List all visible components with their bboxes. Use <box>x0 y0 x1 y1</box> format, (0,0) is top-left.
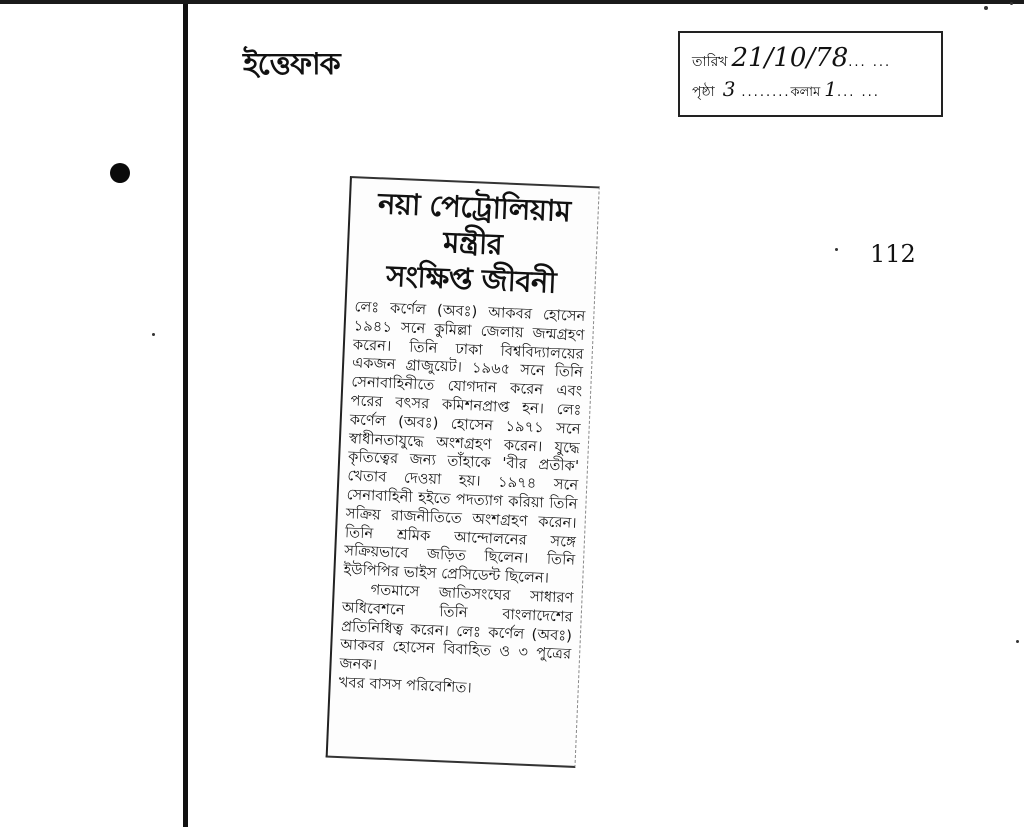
page-column-row <box>692 77 931 111</box>
column-dots: ... ... <box>837 85 880 100</box>
archive-stamp <box>678 31 943 117</box>
date-dots: ... ... <box>848 55 892 70</box>
scan-speck <box>1016 640 1019 643</box>
news-credit: খবর বাসস পরিবেশিত। <box>338 673 473 697</box>
column-label: কলাম <box>790 85 821 100</box>
scan-speck <box>984 6 988 10</box>
scan-top-border <box>0 0 1024 4</box>
newspaper-name: ইত্তেফাক <box>243 47 340 82</box>
scan-speck <box>1010 2 1013 5</box>
headline-line-2: সংক্ষিপ্ত জীবনী <box>385 258 557 300</box>
binding-rule <box>183 4 188 827</box>
scan-speck <box>152 333 155 336</box>
date-value: 21/10/78 <box>731 43 849 73</box>
headline-line-1: নয়া পেট্রোলিয়াম মন্ত্রীর <box>377 186 572 262</box>
page-value: 3 <box>722 77 736 101</box>
column-value: 1 <box>824 77 837 101</box>
body-paragraph-2: গতমাসে জাতিসংঘের সাধারণ অধিবেশনে তিনি বাংলাদেশের প্রতিনিধিত্ব করেন। লেঃ কর্ণেল (অবঃ) আকবর হোসেন বিবাহিত ও ৩ পুত্রের জনক। <box>339 581 574 674</box>
clipping-headline <box>355 184 590 302</box>
date-row <box>692 43 931 77</box>
folio-number: 112 <box>870 240 916 268</box>
scan-speck <box>835 248 838 251</box>
date-label: তারিখ <box>692 54 728 70</box>
body-paragraph-1: লেঃ কর্ণেল (অবঃ) আকবর হোসেন ১৯৪১ সনে কুমিল্লা জেলায় জন্মগ্রহণ করেন। তিনি ঢাকা বিশ্ববিদ্যালয়ের একজন গ্রাজুয়েট। ১৯৬৫ সনে তিনি সেনাবাহিনীতে যোগদান করেন এবং পরের বৎসর কমিশনপ্রাপ্ত হন। লেঃ কর্ণেল (অবঃ) হোসেন ১৯৭১ সনে স্বাধীনতাযুদ্ধে অংশগ্রহণ করেন। যুদ্ধে কৃতিত্বের জন্য তাঁহাকে 'বীর প্রতীক' খেতাব দেওয়া হয়। ১৯৭৪ সনে সেনাবাহিনী হইতে পদত্যাগ করিয়া তিনি সক্রিয় রাজনীতিতে অংশগ্রহণ করেন। তিনি শ্রমিক আন্দোলনের সঙ্গে সক্রিয়ভাবে জড়িত ছিলেন। তিনি ইউপিপির ভাইস প্রেসিডেন্ট ছিলেন। <box>343 298 586 587</box>
punch-hole <box>110 163 130 183</box>
page-label: পৃষ্ঠা <box>692 84 715 100</box>
clipping-body <box>338 298 585 702</box>
newspaper-clipping <box>326 176 600 768</box>
page-dots: ........ <box>741 85 791 100</box>
